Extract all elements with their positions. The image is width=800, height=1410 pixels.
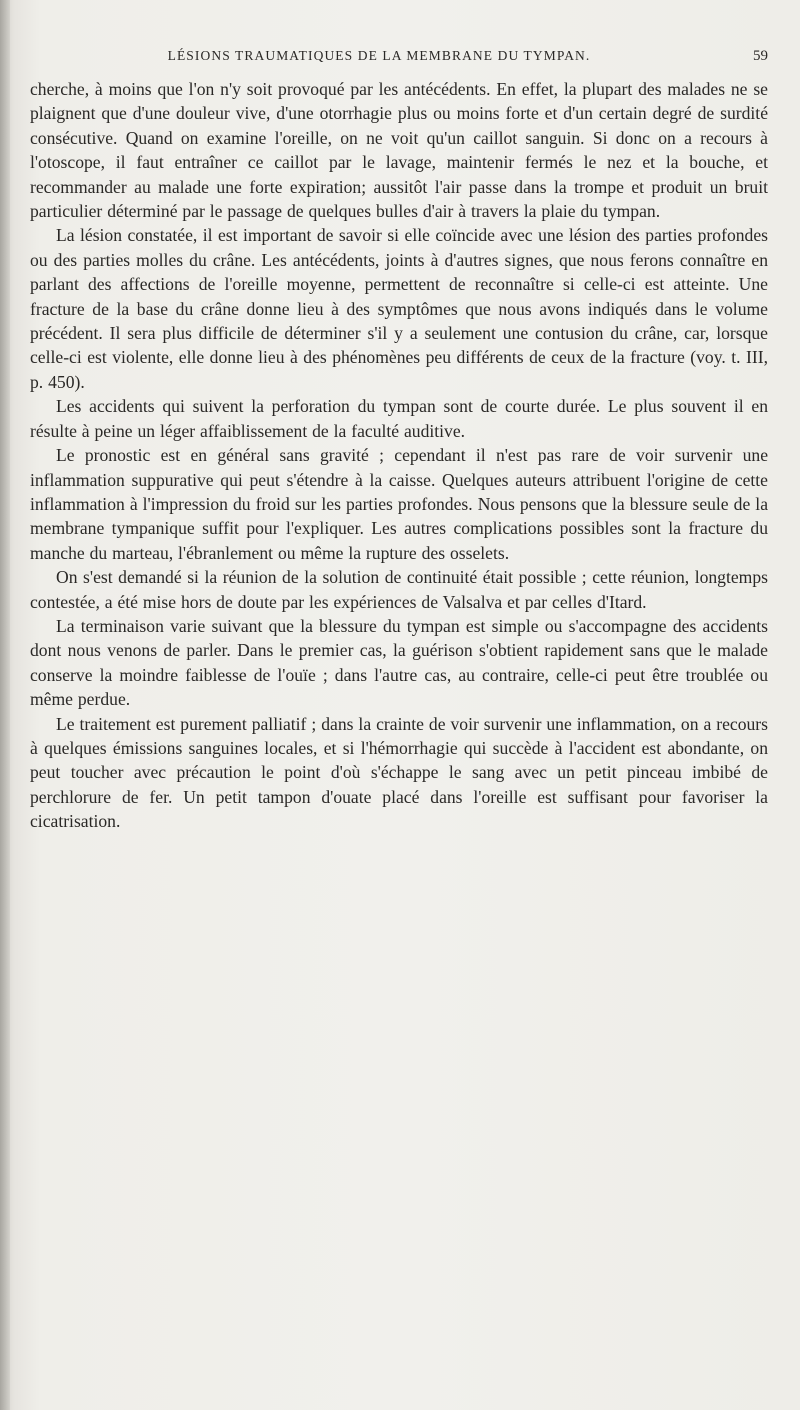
page-body (30, 77, 768, 834)
paragraph-6: La terminaison varie suivant que la blessure du tympan est simple ou s'accompagne des accidents dont nous venons de parler. Dans le premier cas, la guérison s'obtient rapidement sans que le malade conserve la moindre faiblesse de l'ouïe ; dans l'autre cas, au contraire, celle-ci peut être troublée ou même perdue. (30, 615, 768, 710)
page-gutter-shadow (0, 0, 10, 1410)
paragraph-3: Les accidents qui suivent la perforation du tympan sont de courte durée. Le plus souvent il en résulte à peine un léger affaiblissement de la faculté auditive. (30, 396, 768, 441)
paragraph-1: cherche, à moins que l'on n'y soit provoqué par les antécédents. En effet, la plupart des malades ne se plaignent que d'une douleur vive, d'une otorrhagie plus ou moins forte et d'un certain degré de surdité consécutive. Quand on examine l'oreille, on ne voit qu'un caillot sanguin. Si donc on a recours à l'otoscope, il faut entraîner ce caillot par le lavage, maintenir fermés le nez et la bouche, et recommander au malade une forte expiration; aussitôt l'air passe dans la trompe et produit un bruit particulier déterminé par le passage de quelques bulles d'air à travers la plaie du tympan. (30, 79, 768, 222)
paragraph-5: On s'est demandé si la réunion de la solution de continuité était possible ; cette réunion, longtemps contestée, a été mise hors de doute par les expériences de Valsalva et par celles d'Itard. (30, 567, 768, 612)
running-header (30, 48, 768, 72)
paragraph-4: Le pronostic est en général sans gravité ; cependant il n'est pas rare de voir survenir une inflammation suppurative qui peut s'étendre à la caisse. Quelques auteurs attribuent l'origine de cette inflammation à l'impression du froid sur les parties profondes. Nous pensons que la blessure seule de la membrane tympanique suffit pour l'expliquer. Les autres complications possibles sont la fracture du manche du marteau, l'ébranlement ou même la rupture des osselets. (30, 445, 768, 563)
running-title: LÉSIONS TRAUMATIQUES DE LA MEMBRANE DU TYMPAN. (167, 48, 591, 63)
paragraph-7: Le traitement est purement palliatif ; dans la crainte de voir survenir une inflammation, on a recours à quelques émissions sanguines locales, et si l'hémorrhagie qui succède à l'accident est abondante, on peut toucher avec précaution le point d'où s'échappe le sang avec un petit pinceau imbibé de perchlorure de fer. Un petit tampon d'ouate placé dans l'oreille est suffisant pour favoriser la cicatrisation. (30, 713, 768, 832)
paragraph-2: La lésion constatée, il est important de savoir si elle coïncide avec une lésion des parties profondes ou des parties molles du crâne. Les antécédents, joints à d'autres signes, que nous ferons connaître en parlant des affections de l'oreille moyenne, permettent de reconnaître si celle-ci est atteinte. Une fracture de la base du crâne donne lieu à des symptômes que nous avons indiqués dans le volume précédent. Il sera plus difficile de déterminer s'il y a seulement une contusion du crâne, car, lorsque celle-ci est violente, elle donne lieu à des phénomènes peu différents de ceux de la fracture (voy. t. III, p. 450). (30, 225, 768, 392)
page-number: 59 (753, 48, 768, 64)
